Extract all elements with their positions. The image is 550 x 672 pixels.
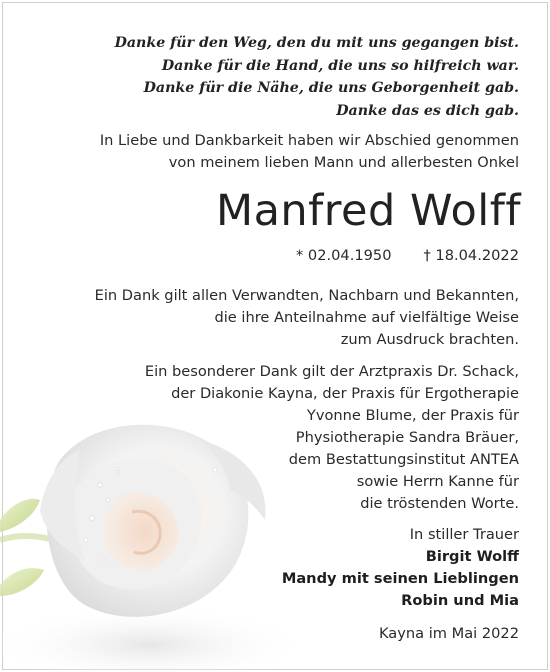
poem-line: Danke für die Nähe, die uns Geborgenheit gab.	[143, 80, 519, 96]
thanks-line: zum Ausdruck brachten.	[340, 331, 519, 348]
thanks-line: Ein besonderer Dank gilt der Arztpraxis Dr. Schack,	[144, 363, 519, 380]
thanks-line: Physiotherapie Sandra Bräuer,	[295, 429, 519, 446]
place-and-date: Kayna im Mai 2022	[378, 625, 519, 642]
poem-line: Danke das es dich gab.	[336, 102, 519, 119]
mourner-name: Mandy mit seinen Lieblingen	[281, 570, 519, 587]
thanks-line: die ihre Anteilnahme auf vielfältige Weise	[214, 309, 519, 326]
thanks-line: Yvonne Blume, der Praxis für	[306, 407, 519, 424]
mourner-name: Robin und Mia	[401, 592, 519, 609]
poem-line: Danke für die Hand, die uns so hilfreich war.	[161, 57, 519, 74]
poem-verse	[115, 32, 519, 122]
death-date: † 18.04.2022	[423, 247, 519, 264]
intro-line: von meinem lieben Mann und allerbesten Onkel	[168, 154, 519, 171]
birth-date: * 02.04.1950	[296, 247, 392, 264]
thanks-line: der Diakonie Kayna, der Praxis für Ergotherapie	[171, 385, 519, 402]
thanks-line: die tröstenden Worte.	[360, 495, 519, 512]
intro-text	[100, 130, 519, 174]
signoff-intro: In stiller Trauer	[409, 526, 519, 543]
life-dates	[296, 246, 519, 266]
mourners-signoff	[282, 524, 519, 612]
thanks-line: Ein Dank gilt allen Verwandten, Nachbarn und Bekannten,	[94, 287, 519, 304]
thanks-line: sowie Herrn Kanne für	[356, 473, 519, 490]
thanks-line: dem Bestattungsinstitut ANTEA	[288, 451, 519, 468]
deceased-name: Manfred Wolff	[215, 186, 521, 236]
poem-line: Danke für den Weg, den du mit uns gegangen bist.	[114, 35, 519, 51]
mourner-name: Birgit Wolff	[425, 548, 519, 565]
intro-line: In Liebe und Dankbarkeit haben wir Abschied genommen	[99, 132, 519, 149]
thanks-general	[95, 285, 519, 351]
thanks-special	[145, 361, 519, 515]
